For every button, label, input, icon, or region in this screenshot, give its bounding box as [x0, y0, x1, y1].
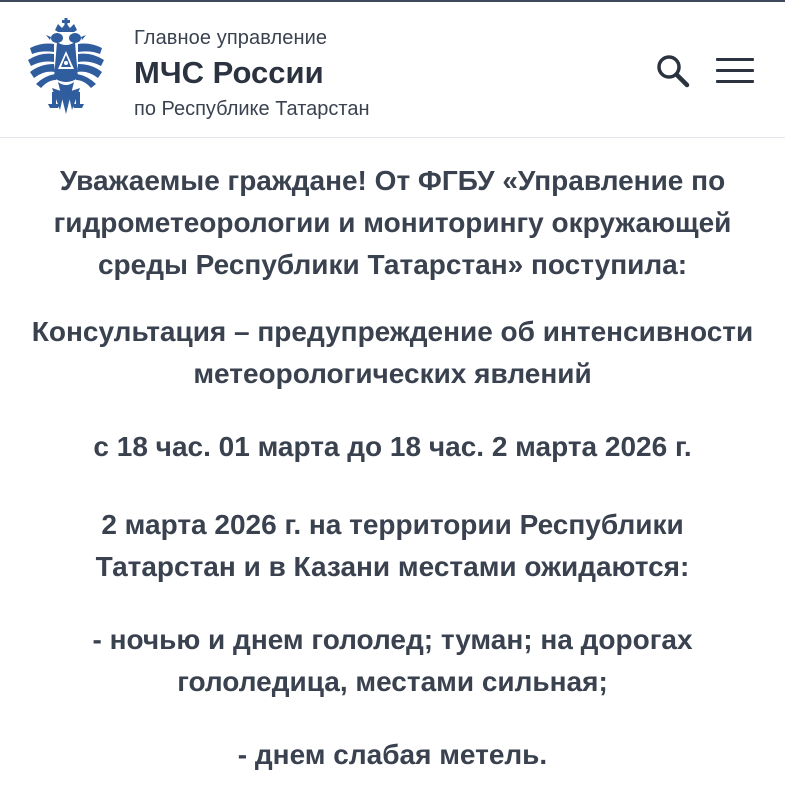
text-line: с 18 час. 01 марта до 18 час. 2 марта 2026 г. [93, 431, 692, 462]
site-header [0, 2, 785, 138]
forecast-intro [0, 504, 785, 588]
org-region: по Республике Татарстан [134, 98, 370, 120]
forecast-item-2 [0, 734, 785, 776]
text-line: Консультация – предупреждение об интенсивности [31, 316, 754, 347]
hamburger-menu-icon [716, 80, 754, 83]
article-content [0, 138, 785, 800]
org-line-1: Главное управление [134, 27, 328, 49]
warning-title [0, 311, 785, 395]
hamburger-menu-icon [716, 69, 754, 72]
organization-title [134, 24, 554, 123]
menu-button[interactable] [714, 54, 758, 90]
search-icon [654, 52, 694, 92]
text-line: - днем слабая метель. [237, 739, 548, 770]
text-line: Уважаемые граждане! От ФГБУ «Управление по [59, 165, 726, 196]
text-line: 2 марта 2026 г. на территории Республики [101, 509, 684, 540]
org-name: МЧС России [134, 55, 324, 90]
text-line: гидрометеорологии и мониторингу окружающей [53, 207, 732, 238]
forecast-item-1 [0, 619, 785, 703]
text-line: метеорологических явлений [193, 358, 592, 389]
intro-paragraph [0, 160, 785, 286]
warning-period [0, 426, 785, 468]
text-line: Татарстан и в Казани местами ожидаются: [95, 551, 690, 582]
text-line: среды Республики Татарстан» поступила: [97, 249, 688, 280]
mchs-eagle-emblem-icon[interactable] [24, 18, 108, 122]
search-button[interactable] [654, 52, 694, 92]
hamburger-menu-icon [716, 58, 754, 61]
text-line: гололедица, местами сильная; [177, 666, 608, 697]
text-line: - ночью и днем гололед; туман; на дорогах [92, 624, 693, 655]
